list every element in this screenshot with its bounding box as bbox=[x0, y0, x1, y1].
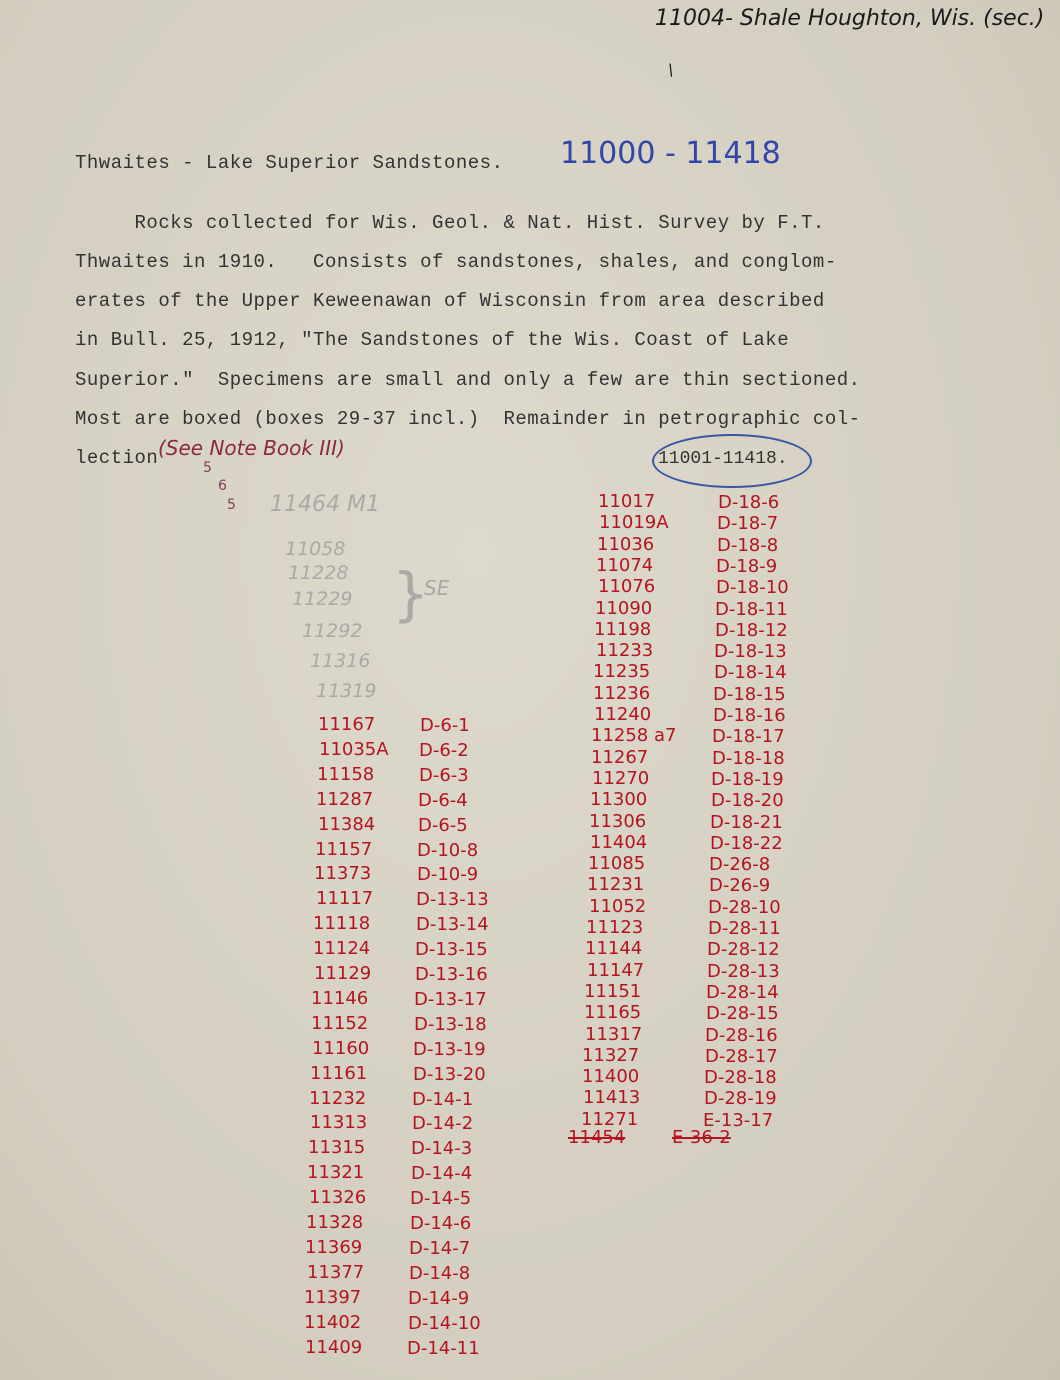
right-specimen-number: 11258 a7 bbox=[591, 725, 677, 747]
left-drawer-location: D-13-20 bbox=[413, 1063, 486, 1085]
left-specimen-number: 11377 bbox=[307, 1261, 365, 1283]
right-specimen-number: 11404 bbox=[590, 831, 648, 853]
right-specimen-number: 11123 bbox=[586, 917, 644, 938]
left-specimen-number: 11129 bbox=[314, 963, 372, 984]
left-specimen-number: 11397 bbox=[304, 1286, 362, 1308]
left-drawer-location: D-14-7 bbox=[409, 1237, 471, 1259]
left-specimen-number: 11321 bbox=[307, 1162, 365, 1184]
right-specimen-number: 11074 bbox=[596, 554, 654, 576]
left-drawer-location: D-13-14 bbox=[416, 914, 489, 936]
right-specimen-number: 11270 bbox=[592, 767, 650, 789]
left-drawer-location: D-13-18 bbox=[414, 1013, 487, 1035]
paragraph-line: Rocks collected for Wis. Geol. & Nat. Hist. Survey by F.T. bbox=[75, 212, 825, 234]
right-specimen-number: 11317 bbox=[585, 1023, 643, 1045]
left-drawer-location: D-6-3 bbox=[419, 764, 469, 786]
left-drawer-location: D-14-5 bbox=[410, 1188, 472, 1210]
right-drawer-location: D-18-18 bbox=[712, 747, 785, 769]
right-drawer-location: D-18-10 bbox=[716, 577, 789, 599]
left-specimen-number: 11167 bbox=[318, 714, 376, 735]
left-drawer-location: D-14-4 bbox=[411, 1163, 473, 1185]
right-drawer-location: D-28-10 bbox=[708, 896, 781, 918]
left-drawer-location: D-14-10 bbox=[408, 1312, 481, 1334]
left-specimen-number: 11035A bbox=[319, 738, 389, 760]
left-specimen-number: 11158 bbox=[317, 763, 375, 785]
right-specimen-number: 11151 bbox=[584, 980, 642, 1002]
right-specimen-number: 11165 bbox=[584, 1002, 642, 1024]
left-specimen-number: 11157 bbox=[315, 838, 373, 860]
left-drawer-location: D-14-8 bbox=[409, 1262, 471, 1284]
left-drawer-location: D-6-5 bbox=[418, 814, 468, 836]
left-specimen-number: 11152 bbox=[311, 1012, 369, 1034]
paragraph-line: erates of the Upper Keweenawan of Wisconsin from area described bbox=[75, 290, 825, 312]
see-note-book: (See Note Book III) bbox=[158, 436, 345, 460]
left-drawer-location: D-6-1 bbox=[420, 715, 470, 736]
right-specimen-number: 11036 bbox=[597, 533, 655, 555]
pencil-entry: 11228 bbox=[288, 562, 349, 584]
left-specimen-number: 11146 bbox=[311, 987, 369, 1009]
right-specimen-number: 11327 bbox=[582, 1044, 640, 1066]
right-specimen-number: 11144 bbox=[585, 938, 643, 960]
right-drawer-location: D-26-9 bbox=[709, 875, 771, 897]
right-drawer-location: D-28-14 bbox=[706, 981, 779, 1003]
pencil-entry: 11319 bbox=[316, 680, 377, 702]
document-title: Thwaites - Lake Superior Sandstones. bbox=[75, 152, 504, 174]
right-drawer-location: D-18-7 bbox=[717, 513, 779, 535]
pencil-brace: } bbox=[392, 560, 429, 628]
right-drawer-location: E-13-17 bbox=[703, 1109, 774, 1131]
left-specimen-number: 11369 bbox=[305, 1236, 363, 1258]
right-drawer-location: D-18-6 bbox=[718, 492, 780, 513]
left-drawer-location: D-14-1 bbox=[412, 1088, 474, 1110]
right-specimen-number: 11085 bbox=[588, 853, 646, 875]
left-specimen-number: 11326 bbox=[309, 1187, 367, 1209]
paragraph-line: Superior." Specimens are small and only a few are thin sectioned. bbox=[75, 369, 861, 391]
pencil-entry: 11229 bbox=[292, 588, 353, 610]
right-drawer-location: D-28-17 bbox=[705, 1045, 778, 1067]
right-drawer-location: D-18-22 bbox=[710, 832, 783, 854]
pencil-entry: 11292 bbox=[302, 620, 363, 642]
left-drawer-location: D-14-3 bbox=[411, 1138, 473, 1160]
left-specimen-number: 11117 bbox=[316, 888, 374, 910]
left-specimen-number: 11160 bbox=[312, 1037, 370, 1059]
paragraph-line: Thwaites in 1910. Consists of sandstones, shales, and conglom- bbox=[75, 251, 837, 273]
right-drawer-location: D-18-12 bbox=[715, 619, 788, 641]
right-drawer-location: D-28-13 bbox=[707, 960, 780, 982]
left-drawer-location: D-6-2 bbox=[419, 739, 469, 761]
right-specimen-number: 11076 bbox=[598, 576, 656, 598]
header-handwritten-note: 11004- Shale Houghton, Wis. (sec.) bbox=[655, 6, 1045, 31]
right-drawer-location: D-18-21 bbox=[710, 811, 783, 833]
left-specimen-number: 11384 bbox=[318, 813, 376, 835]
paragraph-line: Most are boxed (boxes 29-37 incl.) Remainder in petrographic col- bbox=[75, 408, 861, 430]
left-drawer-location: D-13-16 bbox=[415, 964, 488, 985]
right-specimen-number: 11235 bbox=[593, 661, 651, 683]
right-specimen-number: 11413 bbox=[583, 1087, 641, 1109]
right-specimen-number: 11240 bbox=[594, 704, 652, 725]
right-drawer-location: D-28-11 bbox=[708, 918, 781, 939]
left-drawer-location: D-13-13 bbox=[416, 889, 489, 911]
left-specimen-number: 11313 bbox=[310, 1112, 368, 1134]
right-specimen-number: 11300 bbox=[590, 789, 648, 811]
right-drawer-location: D-18-13 bbox=[714, 641, 787, 663]
left-specimen-number: 11409 bbox=[305, 1336, 363, 1358]
right-drawer-location: D-28-16 bbox=[705, 1024, 778, 1046]
left-specimen-number: 11315 bbox=[308, 1137, 366, 1159]
side-mark: 6 bbox=[218, 478, 227, 494]
left-drawer-location: D-10-9 bbox=[417, 864, 479, 886]
side-mark: 5 bbox=[203, 460, 212, 476]
circled-range: 11001-11418. bbox=[658, 449, 788, 469]
right-drawer-location: D-18-20 bbox=[711, 790, 784, 812]
left-drawer-location: D-10-8 bbox=[417, 839, 479, 861]
range-note: 11000 - 11418 bbox=[560, 136, 781, 171]
pencil-note-top: 11464 M1 bbox=[270, 492, 380, 517]
right-specimen-number: 11306 bbox=[589, 810, 647, 832]
tick-mark: \ bbox=[668, 60, 674, 79]
left-specimen-number: 11402 bbox=[304, 1311, 362, 1333]
left-drawer-location: D-13-17 bbox=[414, 988, 487, 1010]
left-drawer-location: D-14-2 bbox=[412, 1113, 474, 1135]
struck-location: E-36-2 bbox=[672, 1127, 731, 1148]
left-drawer-location: D-14-6 bbox=[410, 1213, 472, 1234]
side-mark: 5 bbox=[227, 497, 236, 513]
paragraph-line: in Bull. 25, 1912, "The Sandstones of the Wis. Coast of Lake bbox=[75, 329, 790, 351]
right-specimen-number: 11236 bbox=[593, 682, 651, 704]
right-specimen-number: 11400 bbox=[582, 1066, 640, 1088]
right-drawer-location: D-28-19 bbox=[704, 1088, 777, 1110]
paragraph-line: lection bbox=[75, 447, 159, 469]
pencil-se: SE bbox=[424, 576, 450, 600]
right-drawer-location: D-18-16 bbox=[713, 705, 786, 726]
right-specimen-number: 11017 bbox=[598, 491, 656, 512]
right-drawer-location: D-18-14 bbox=[714, 662, 787, 684]
right-specimen-number: 11198 bbox=[594, 618, 652, 640]
left-specimen-number: 11124 bbox=[313, 938, 371, 960]
left-specimen-number: 11287 bbox=[316, 788, 374, 810]
right-specimen-number: 11090 bbox=[595, 597, 653, 619]
pencil-entry: 11316 bbox=[310, 650, 371, 672]
pencil-entry: 11058 bbox=[285, 538, 346, 560]
right-drawer-location: D-18-15 bbox=[713, 683, 786, 705]
right-drawer-location: D-28-18 bbox=[704, 1067, 777, 1089]
right-specimen-number: 11233 bbox=[596, 640, 654, 662]
right-drawer-location: D-28-15 bbox=[706, 1003, 779, 1025]
right-drawer-location: D-28-12 bbox=[707, 939, 780, 961]
right-drawer-location: D-18-17 bbox=[712, 726, 785, 748]
left-drawer-location: D-13-15 bbox=[415, 939, 488, 961]
right-specimen-number: 11231 bbox=[587, 874, 645, 896]
left-specimen-number: 11328 bbox=[306, 1212, 364, 1233]
right-drawer-location: D-18-11 bbox=[715, 598, 788, 620]
left-drawer-location: D-13-19 bbox=[413, 1038, 486, 1060]
struck-number: 11454 bbox=[568, 1127, 626, 1148]
right-drawer-location: D-18-8 bbox=[717, 534, 779, 556]
right-drawer-location: D-18-9 bbox=[716, 555, 778, 577]
left-drawer-location: D-6-4 bbox=[418, 789, 468, 811]
right-specimen-number: 11271 bbox=[581, 1108, 639, 1130]
left-specimen-number: 11232 bbox=[309, 1087, 367, 1109]
left-drawer-location: D-14-11 bbox=[407, 1337, 480, 1359]
left-specimen-number: 11373 bbox=[314, 863, 372, 885]
right-drawer-location: D-18-19 bbox=[711, 768, 784, 790]
left-drawer-location: D-14-9 bbox=[408, 1287, 470, 1309]
right-specimen-number: 11147 bbox=[587, 959, 645, 981]
left-specimen-number: 11161 bbox=[310, 1062, 368, 1084]
right-drawer-location: D-26-8 bbox=[709, 854, 771, 876]
right-specimen-number: 11052 bbox=[589, 895, 647, 917]
right-specimen-number: 11019A bbox=[599, 512, 669, 534]
left-specimen-number: 11118 bbox=[313, 913, 371, 935]
right-specimen-number: 11267 bbox=[591, 746, 649, 768]
